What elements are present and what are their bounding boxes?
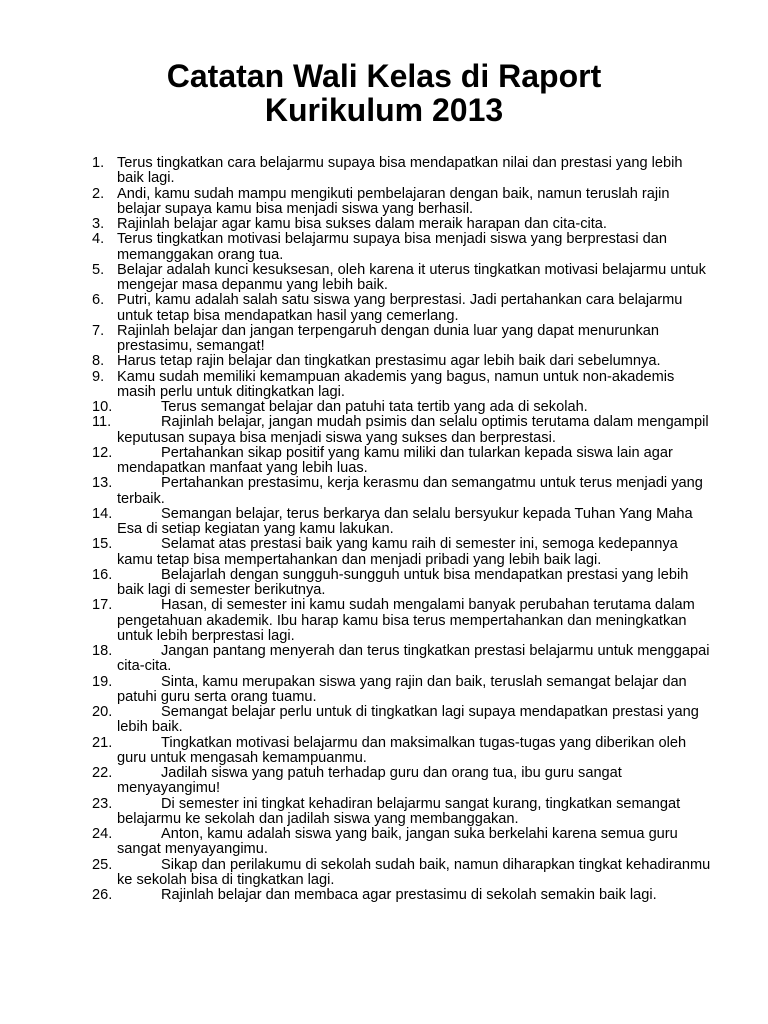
list-item — [92, 263, 712, 294]
list-item — [92, 827, 712, 858]
list-item — [92, 324, 712, 355]
item-number: 1. — [92, 155, 105, 171]
item-number: 9. — [92, 368, 105, 385]
list-item — [92, 568, 712, 599]
item-text: Jadilah siswa yang patuh terhadap guru dan orang tua, ibu guru sangat menyayangimu! — [117, 765, 622, 797]
item-text: Harus tetap rajin belajar dan tingkatkan prestasimu agar lebih baik dari sebelumnya. — [117, 353, 661, 370]
item-number: 2. — [92, 185, 105, 202]
item-text: Jangan pantang menyerah dan terus tingkatkan prestasi belajarmu untuk menggapai cita-cita. — [117, 643, 710, 675]
item-number: 26. — [92, 887, 113, 903]
item-text: Rajinlah belajar, jangan mudah psimis dan selalu optimis terutama dalam mengampil keputusan supaya bisa menjadi siswa yang sukses dan berprestasi. — [117, 414, 709, 446]
item-number: 21. — [92, 734, 113, 751]
item-number: 14. — [92, 505, 113, 522]
list-item — [92, 415, 712, 446]
item-number: 7. — [92, 322, 105, 339]
item-number: 18. — [92, 643, 113, 659]
item-number: 8. — [92, 353, 105, 370]
item-text: Andi, kamu sudah mampu mengikuti pembelajaran dengan baik, namun teruslah rajin belajar supaya kamu bisa menjadi siswa yang berhasil. — [117, 185, 670, 217]
list-item — [92, 644, 712, 675]
item-text: Terus tingkatkan cara belajarmu supaya bisa mendapatkan nilai dan prestasi yang lebih baik lagi. — [117, 155, 683, 187]
list-item — [92, 400, 712, 415]
item-text: Putri, kamu adalah salah satu siswa yang berprestasi. Jadi pertahankan cara belajarmu untuk tetap bisa mendapatkan hasil yang cemerlang. — [117, 292, 683, 324]
item-text: Semangat belajar perlu untuk di tingkatkan lagi supaya mendapatkan prestasi yang lebih baik. — [117, 704, 699, 736]
item-text: Belajarlah dengan sungguh-sungguh untuk bisa mendapatkan prestasi yang lebih baik lagi di semester berikutnya. — [117, 566, 689, 598]
item-text: Belajar adalah kunci kesuksesan, oleh karena it uterus tingkatkan motivasi belajarmu untuk mengejar masa depanmu yang lebih baik. — [117, 261, 706, 293]
item-number: 22. — [92, 765, 113, 781]
item-number: 10. — [92, 399, 113, 415]
page-title — [0, 59, 768, 127]
item-number: 4. — [92, 231, 105, 248]
item-number: 5. — [92, 261, 105, 278]
item-number: 23. — [92, 795, 113, 812]
item-text: Rajinlah belajar dan membaca agar prestasimu di sekolah semakin baik lagi. — [161, 887, 657, 903]
title-line-1: Catatan Wali Kelas di Raport — [166, 58, 602, 94]
list-item — [92, 537, 712, 568]
list-item — [92, 370, 712, 401]
note-list — [92, 156, 712, 903]
item-number: 3. — [92, 216, 105, 232]
item-number: 15. — [92, 536, 113, 553]
item-text: Hasan, di semester ini kamu sudah mengalami banyak perubahan terutama dalam pengetahuan akademik. Ibu harap kamu bisa terus mempertahankan dan meningkatkan untuk lebih berprestasi lagi. — [117, 597, 695, 644]
item-text: Sikap dan perilakumu di sekolah sudah baik, namun diharapkan tingkat kehadiranmu ke sekolah bisa di tingkatkan lagi. — [117, 856, 711, 888]
list-item — [92, 476, 712, 507]
item-number: 16. — [92, 566, 113, 583]
list-item — [92, 705, 712, 736]
item-text: Rajinlah belajar agar kamu bisa sukses dalam meraik harapan dan cita-cita. — [117, 216, 607, 232]
list-item — [92, 507, 712, 538]
list-item — [92, 293, 712, 324]
list-item — [92, 354, 712, 369]
item-number: 25. — [92, 856, 113, 873]
item-number: 11. — [92, 414, 112, 431]
item-text: Anton, kamu adalah siswa yang baik, jangan suka berkelahi karena semua guru sangat menyayangimu. — [117, 826, 678, 858]
list-item — [92, 888, 712, 903]
list-item — [92, 675, 712, 706]
item-text: Tingkatkan motivasi belajarmu dan maksimalkan tugas-tugas yang diberikan oleh guru untuk mengasah kemampuanmu. — [117, 734, 687, 766]
item-text: Selamat atas prestasi baik yang kamu raih di semester ini, semoga kedepannya kamu tetap bisa mempertahankan dan menjadi pribadi yang lebih baik lagi. — [117, 536, 678, 568]
item-text: Kamu sudah memiliki kemampuan akademis yang bagus, namun untuk non-akademis masih perlu untuk ditingkatkan lagi. — [117, 368, 675, 400]
item-number: 6. — [92, 292, 105, 309]
item-text: Rajinlah belajar dan jangan terpengaruh dengan dunia luar yang dapat menurunkan prestasimu, semangat! — [117, 322, 659, 354]
item-number: 12. — [92, 444, 113, 461]
list-item — [92, 156, 712, 187]
item-text: Semangan belajar, terus berkarya dan selalu bersyukur kepada Tuhan Yang Maha Esa di setiap kegiatan yang kamu lakukan. — [117, 505, 693, 537]
item-number: 17. — [92, 597, 113, 614]
list-item — [92, 187, 712, 218]
list-item — [92, 232, 712, 263]
list-item — [92, 736, 712, 767]
item-number: 13. — [92, 475, 113, 492]
item-number: 19. — [92, 673, 113, 690]
item-text: Terus tingkatkan motivasi belajarmu supaya bisa menjadi siswa yang berprestasi dan memanggakan orang tua. — [117, 231, 667, 263]
item-number: 20. — [92, 704, 113, 720]
list-item — [92, 797, 712, 828]
list-item — [92, 598, 712, 644]
item-number: 24. — [92, 826, 113, 842]
title-line-2: Kurikulum 2013 — [264, 92, 504, 128]
item-text: Sinta, kamu merupakan siswa yang rajin dan baik, teruslah semangat belajar dan patuhi guru serta orang tuamu. — [117, 673, 687, 705]
item-text: Terus semangat belajar dan patuhi tata tertib yang ada di sekolah. — [161, 399, 588, 415]
list-item — [92, 858, 712, 889]
list-item — [92, 217, 712, 232]
list-item — [92, 446, 712, 477]
item-text: Pertahankan sikap positif yang kamu miliki dan tularkan kepada siswa lain agar mendapatkan manfaat yang lebih luas. — [117, 444, 673, 476]
item-text: Di semester ini tingkat kehadiran belajarmu sangat kurang, tingkatkan semangat belajarmu ke sekolah dan jadilah siswa yang membanggakan. — [117, 795, 681, 827]
item-text: Pertahankan prestasimu, kerja kerasmu dan semangatmu untuk terus menjadi yang terbaik. — [117, 475, 703, 507]
list-item — [92, 766, 712, 797]
